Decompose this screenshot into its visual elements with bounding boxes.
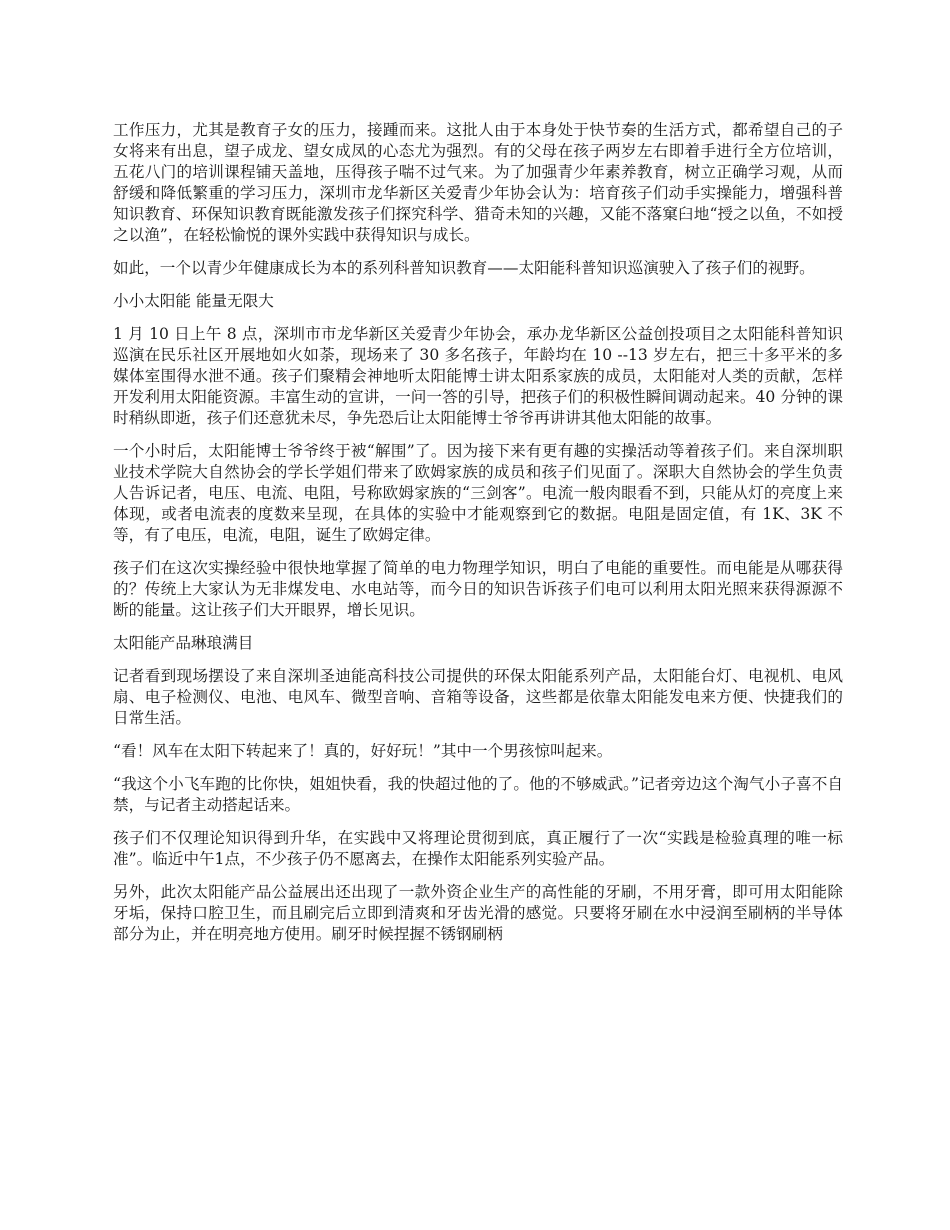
paragraph-ohm-family: 一个小时后，太阳能博士爷爷终于被“解围”了。因为接下来有更有趣的实操活动等着孩子们。来自深圳职业技术学院大自然协会的学长学姐们带来了欧姆家族的成员和孩子们见面了。深职大自然协会的学生负责人告诉记者，电压、电流、电阻，号称欧姆家族的“三剑客”。电流一般肉眼看不到，只能从灯的亮度上来体现，或者电流表的度数来呈现，在具体的实验中才能观察到它的数据。电阻是固定值，有 1K、3K 不等，有了电压，电流，电阻，诞生了欧姆定律。 <box>113 442 843 544</box>
paragraph-intro-pressure: 工作压力，尤其是教育子女的压力，接踵而来。这批人由于本身处于快节奏的生活方式，都希望自己的子女将来有出息，望子成龙、望女成凤的心态尤为强烈。有的父母在孩子两岁左右即着手进行全方位培训，五花八门的培训课程铺天盖地，压得孩子喘不过气来。为了加强青少年素养教育，树立正确学习观，从而舒缓和降低繁重的学习压力，深圳市龙华新区关爱青少年协会认为：培育孩子们动手实操能力，增强科普知识教育、环保知识教育既能激发孩子们探究科学、猎奇未知的兴趣，又能不落窠臼地“授之以鱼，不如授之以渔”，在轻松愉悦的课外实践中获得知识与成长。 <box>113 121 843 244</box>
document-body <box>113 120 843 957</box>
section-heading-products: 太阳能产品琳琅满目 <box>113 634 254 652</box>
paragraph-event-details: 1 月 10 日上午 8 点，深圳市市龙华新区关爱青少年协会，承办龙华新区公益创投项目之太阳能科普知识巡演在民乐社区开展地如火如荼，现场来了 30 多名孩子，年龄均在 10 --13 岁左右，把三十多平米的多媒体室围得水泄不通。孩子们聚精会神地听太阳能博士讲太阳系家族的成员，太阳能对人类的贡献，怎样开发利用太阳能资源。丰富生动的宣讲，一问一答的引导，把孩子们的积极性瞬间调动起来。40 分钟的课时稍纵即逝，孩子们还意犹未尽，争先恐后让太阳能博士爷爷再讲讲其他太阳能的故事。 <box>113 325 843 427</box>
paragraph-electricity-knowledge: 孩子们在这次实操经验中很快地掌握了简单的电力物理学知识，明白了电能的重要性。而电能是从哪获得的？传统上大家认为无非煤发电、水电站等，而今日的知识告诉孩子们电可以利用太阳光照来获得源源不断的能量。这让孩子们大开眼界，增长见识。 <box>113 559 843 619</box>
paragraph-solar-tour-intro: 如此，一个以青少年健康成长为本的系列科普知识教育——太阳能科普知识巡演驶入了孩子们的视野。 <box>113 259 815 277</box>
paragraph-products-display: 记者看到现场摆设了来自深圳圣迪能高科技公司提供的环保太阳能系列产品，太阳能台灯、电视机、电风扇、电子检测仪、电池、电风车、微型音响、音箱等设备，这些都是依靠太阳能发电来方便、快捷我们的日常生活。 <box>113 667 843 727</box>
paragraph-quote-car: “我这个小飞车跑的比你快，姐姐快看，我的快超过他的了。他的不够威武。”记者旁边这个淘气小子喜不自禁，与记者主动搭起话来。 <box>113 775 843 814</box>
paragraph-toothbrush: 另外，此次太阳能产品公益展出还出现了一款外资企业生产的高性能的牙刷，不用牙膏，即可用太阳能除牙垢，保持口腔卫生，而且刷完后立即到清爽和牙齿光滑的感觉。只要将牙刷在水中浸润至刷柄的半导体部分为止，并在明亮地方使用。刷牙时候捏握不锈钢刷柄 <box>113 883 843 943</box>
section-heading-small-sun: 小小太阳能 能量无限大 <box>113 292 274 310</box>
paragraph-quote-windmill: “看！风车在太阳下转起来了！真的，好好玩！”其中一个男孩惊叫起来。 <box>113 742 613 760</box>
paragraph-practice-truth: 孩子们不仅理论知识得到升华，在实践中又将理论贯彻到底，真正履行了一次“实践是检验真理的唯一标准”。临近中午1点，不少孩子仍不愿离去，在操作太阳能系列实验产品。 <box>113 829 843 868</box>
